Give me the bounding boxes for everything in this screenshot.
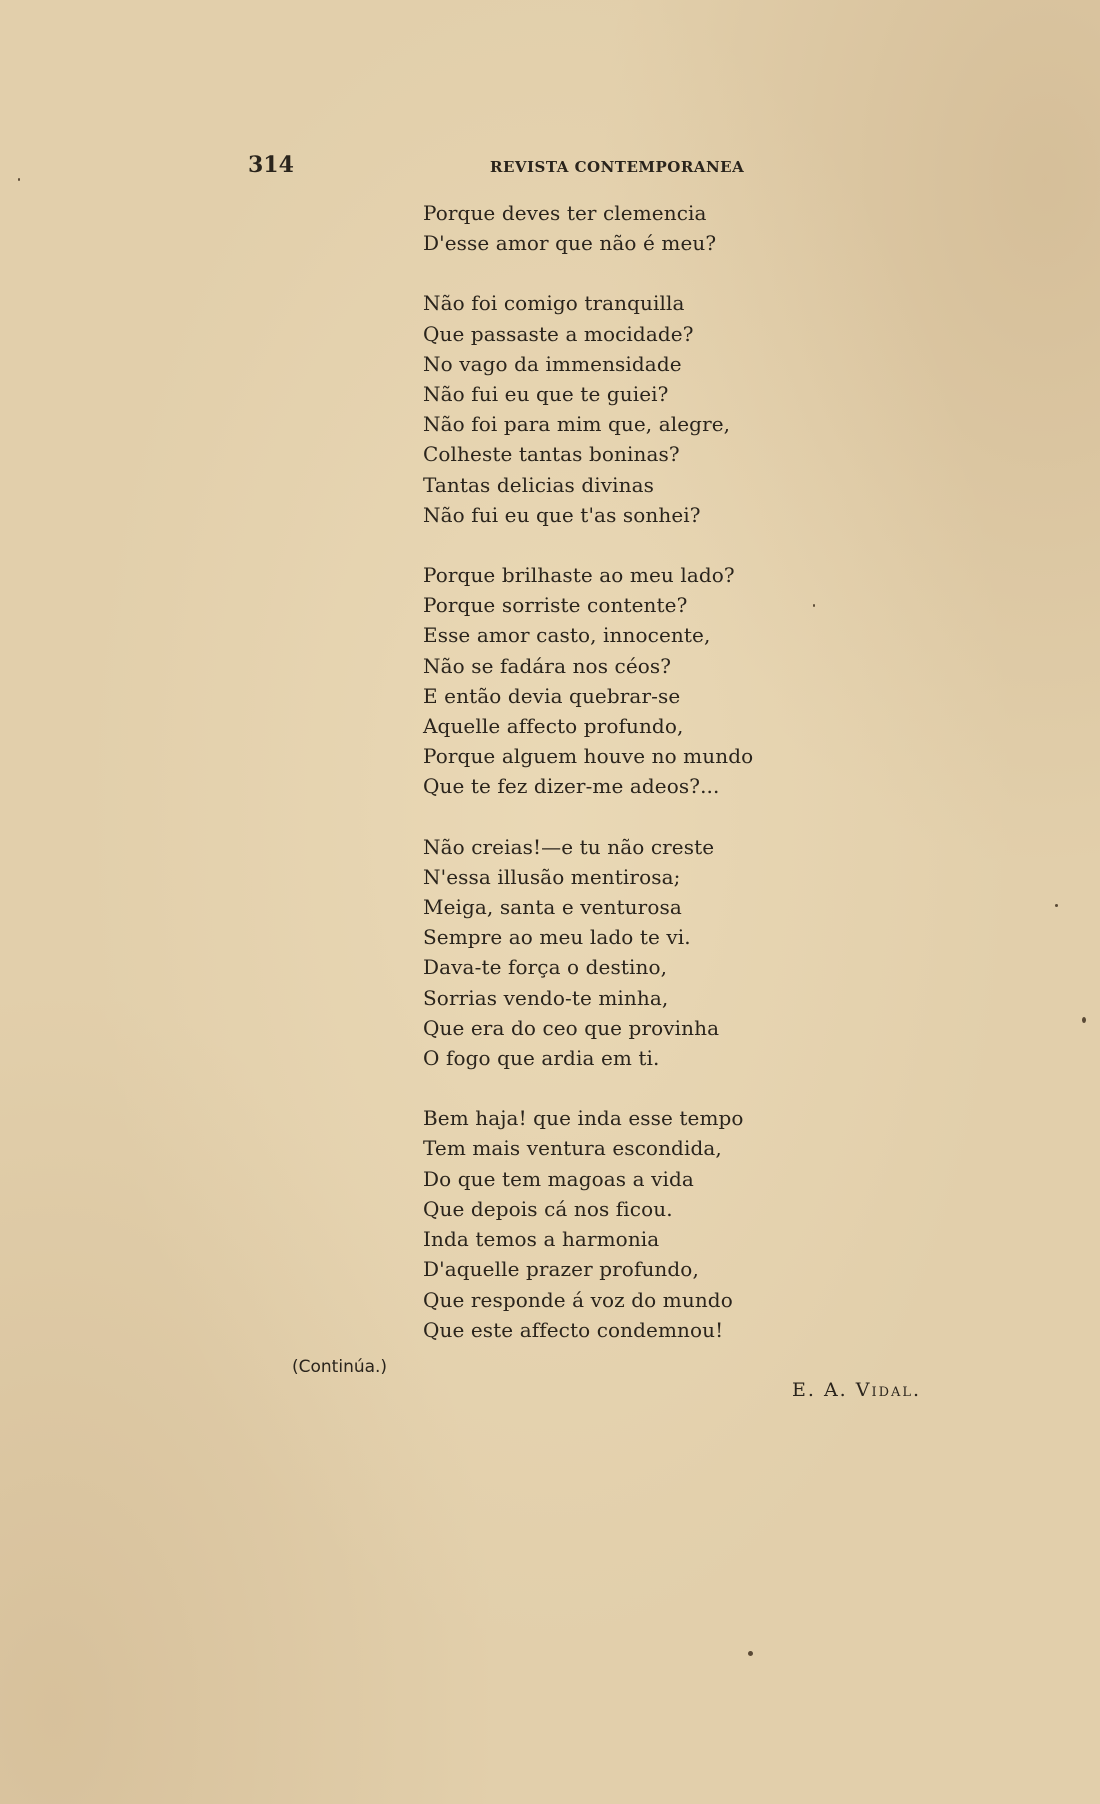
- poem-line: Que era do ceo que provinha: [423, 1015, 720, 1040]
- stanza: [423, 560, 843, 802]
- running-head: REVISTA CONTEMPORANEA: [490, 158, 745, 176]
- poem-line: Inda temos a harmonia: [423, 1227, 660, 1252]
- poem-line: Que depois cá nos ficou.: [423, 1196, 673, 1221]
- poem-line: Não fui eu que t'as sonhei?: [423, 502, 701, 527]
- poem-line: Dava-te força o destino,: [423, 955, 668, 980]
- poem-line: Não creias!—e tu não creste: [423, 834, 715, 859]
- stanza: [423, 832, 843, 1074]
- paper-speck: [18, 178, 20, 181]
- paper-speck: [813, 604, 815, 607]
- poem-line: Sorrias vendo-te minha,: [423, 985, 669, 1010]
- poem-line: Que responde á voz do mundo: [423, 1287, 733, 1312]
- stanza: [423, 288, 843, 530]
- poem-line: Bem haja! que inda esse tempo: [423, 1106, 744, 1131]
- continuation-note: (Continúa.): [292, 1357, 388, 1377]
- poem-line: E então devia quebrar-se: [423, 683, 681, 708]
- poem-line: Porque deves ter clemencia: [423, 201, 707, 225]
- paper-speck: [1055, 904, 1058, 907]
- poem-line: Aquelle affecto profundo,: [423, 714, 684, 739]
- poem-line: Tem mais ventura escondida,: [423, 1136, 722, 1161]
- poem-line: Do que tem magoas a vida: [423, 1166, 694, 1191]
- stanza: [423, 1103, 843, 1345]
- poem-line: Que te fez dizer-me adeos?...: [423, 774, 720, 799]
- page-number: 314: [248, 152, 294, 178]
- poem-line: O fogo que ardia em ti.: [423, 1046, 660, 1071]
- poem-line: Não foi para mim que, alegre,: [423, 412, 731, 437]
- poem-line: Porque alguem houve no mundo: [423, 744, 754, 769]
- poem-line: Não foi comigo tranquilla: [423, 291, 685, 316]
- poem-line: Colheste tantas boninas?: [423, 442, 680, 467]
- poem-line: Não se fadára nos céos?: [423, 653, 672, 678]
- poem-line: D'esse amor que não é meu?: [423, 231, 717, 256]
- poem-line: Sempre ao meu lado te vi.: [423, 925, 691, 950]
- poem-line: Que este affecto condemnou!: [423, 1317, 724, 1342]
- poem-line: Porque brilhaste ao meu lado?: [423, 563, 735, 588]
- poem: [423, 198, 843, 1375]
- paper-speck: [748, 1651, 753, 1656]
- paper-speck: [1082, 1017, 1086, 1023]
- poem-line: No vago da immensidade: [423, 351, 682, 376]
- poem-line: Esse amor casto, innocente,: [423, 623, 711, 648]
- author-signature: E. A. Vidal.: [792, 1379, 922, 1401]
- poem-line: Tantas delicias divinas: [423, 472, 655, 497]
- stanza: [423, 198, 843, 258]
- poem-line: Que passaste a mocidade?: [423, 321, 694, 346]
- poem-line: Não fui eu que te guiei?: [423, 382, 669, 407]
- poem-line: Meiga, santa e venturosa: [423, 895, 682, 920]
- poem-line: Porque sorriste contente?: [423, 593, 688, 618]
- poem-line: N'essa illusão mentirosa;: [423, 864, 681, 889]
- page-header: [248, 152, 748, 182]
- poem-line: D'aquelle prazer profundo,: [423, 1257, 699, 1282]
